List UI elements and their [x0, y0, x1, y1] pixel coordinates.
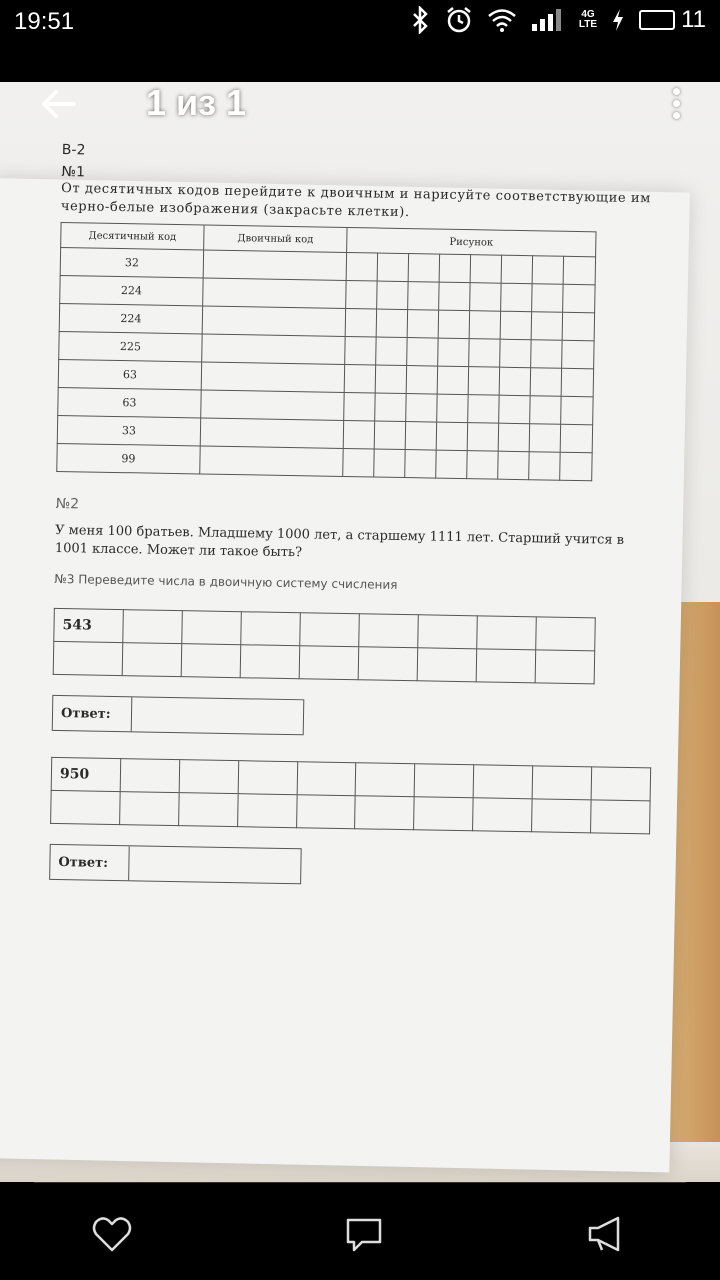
battery-level: 11	[681, 6, 706, 33]
number-cell: 543	[54, 608, 124, 642]
megaphone-icon[interactable]	[584, 1212, 628, 1256]
divider	[34, 1182, 686, 1183]
task2-text: У меня 100 братьев. Младшему 1000 лет, а старшему 1111 лет. Старший учится в 1001 классе. Может ли такое быть?	[54, 522, 625, 561]
answer-label: Ответ:	[53, 696, 133, 731]
viewer-nav	[0, 82, 720, 126]
task3-text: №3 Переведите числа в двоичную систему счисления	[54, 571, 398, 592]
status-bar	[0, 0, 720, 46]
binary-cell	[202, 334, 345, 364]
menu-dots-icon[interactable]	[668, 84, 684, 124]
task3-grid-2	[50, 757, 651, 834]
viewer-toolbar-bg	[0, 46, 720, 82]
task1-text: От десятичных кодов перейдите к двоичным и нарисуйте соответствующие им черно-белые изображения (закрасьте клетки).	[60, 180, 652, 221]
alarm-icon	[445, 6, 473, 34]
page-counter: 1 из 1	[146, 82, 247, 123]
decimal-cell: 32	[60, 247, 203, 277]
header-drawing: Рисунок	[347, 227, 596, 256]
binary-cell	[200, 418, 343, 448]
binary-cell	[201, 362, 344, 392]
task1-number: №1	[61, 163, 86, 181]
comment-icon[interactable]	[342, 1212, 386, 1256]
bottom-action-bar	[0, 1182, 720, 1280]
answer-box-2	[49, 844, 302, 884]
decimal-cell: 63	[58, 387, 201, 417]
decimal-cell: 63	[58, 359, 201, 389]
worksheet	[49, 142, 662, 890]
decimal-cell: 99	[57, 443, 200, 473]
binary-cell	[203, 278, 346, 308]
task3-grid-1	[53, 608, 596, 684]
battery-icon	[639, 10, 675, 30]
binary-cell	[200, 446, 343, 476]
charging-icon	[611, 8, 625, 32]
number-cell: 950	[51, 757, 120, 791]
status-time: 19:51	[14, 8, 75, 35]
header-binary: Двоичный код	[204, 225, 347, 252]
task1-table	[56, 222, 596, 481]
wifi-icon	[487, 7, 517, 33]
binary-cell	[203, 250, 346, 280]
binary-cell	[201, 390, 344, 420]
variant-label: В-2	[61, 142, 86, 159]
decimal-cell: 33	[57, 415, 200, 445]
answer-label: Ответ:	[50, 845, 130, 880]
binary-cell	[202, 306, 345, 336]
decimal-cell: 224	[59, 303, 202, 333]
decimal-cell: 225	[59, 331, 202, 361]
answer-box-1	[52, 695, 305, 735]
bluetooth-icon	[411, 6, 431, 34]
task2-number: №2	[55, 495, 80, 513]
photo-view[interactable]	[0, 82, 720, 1182]
header-decimal: Десятичный код	[61, 222, 204, 249]
back-arrow-icon[interactable]	[38, 88, 78, 120]
heart-icon[interactable]	[90, 1212, 134, 1256]
network-type: 4G LTE	[578, 9, 598, 30]
signal-icon	[531, 7, 565, 33]
decimal-cell: 224	[60, 275, 203, 305]
